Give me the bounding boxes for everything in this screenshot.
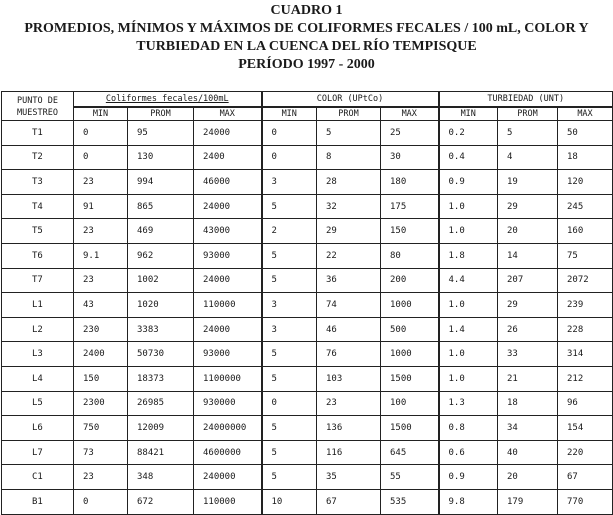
value-cell: 136 <box>317 416 381 441</box>
value-cell: 120 <box>558 170 613 195</box>
caption-line-2: TURBIEDAD EN LA CUENCA DEL RÍO TEMPISQUE <box>136 39 477 54</box>
value-cell: 19 <box>498 170 558 195</box>
value-cell: 3 <box>262 170 317 195</box>
sub-min: MIN <box>262 107 317 121</box>
value-cell: 18373 <box>128 366 194 391</box>
value-cell: 23 <box>317 391 381 416</box>
value-cell: 212 <box>558 366 613 391</box>
value-cell: 23 <box>74 465 128 490</box>
station-cell: L5 <box>2 391 74 416</box>
value-cell: 130 <box>128 145 194 170</box>
value-cell: 1000 <box>381 293 439 318</box>
station-cell: T7 <box>2 268 74 293</box>
value-cell: 160 <box>558 219 613 244</box>
value-cell: 91 <box>74 194 128 219</box>
value-cell: 75 <box>558 243 613 268</box>
value-cell: 14 <box>498 243 558 268</box>
table-row <box>2 293 613 318</box>
value-cell: 672 <box>128 489 194 514</box>
value-cell: 1.4 <box>439 317 498 342</box>
value-cell: 0.2 <box>439 121 498 146</box>
value-cell: 239 <box>558 293 613 318</box>
value-cell: 5 <box>262 194 317 219</box>
sub-min: MIN <box>439 107 498 121</box>
value-cell: 46000 <box>194 170 262 195</box>
value-cell: 5 <box>262 465 317 490</box>
value-cell: 24000000 <box>194 416 262 441</box>
value-cell: 535 <box>381 489 439 514</box>
value-cell: 0.4 <box>439 145 498 170</box>
value-cell: 20 <box>498 465 558 490</box>
value-cell: 18 <box>558 145 613 170</box>
value-cell: 207 <box>498 268 558 293</box>
value-cell: 5 <box>317 121 381 146</box>
station-cell: T3 <box>2 170 74 195</box>
table-row <box>2 243 613 268</box>
value-cell: 1.0 <box>439 293 498 318</box>
value-cell: 469 <box>128 219 194 244</box>
value-cell: 0 <box>74 121 128 146</box>
value-cell: 8 <box>317 145 381 170</box>
value-cell: 150 <box>74 366 128 391</box>
value-cell: 0 <box>262 391 317 416</box>
value-cell: 865 <box>128 194 194 219</box>
value-cell: 1.0 <box>439 342 498 367</box>
value-cell: 930000 <box>194 391 262 416</box>
value-cell: 0 <box>262 145 317 170</box>
value-cell: 1002 <box>128 268 194 293</box>
station-cell: L6 <box>2 416 74 441</box>
station-cell: T5 <box>2 219 74 244</box>
value-cell: 26 <box>498 317 558 342</box>
value-cell: 180 <box>381 170 439 195</box>
table-row <box>2 145 613 170</box>
value-cell: 43 <box>74 293 128 318</box>
value-cell: 34 <box>498 416 558 441</box>
sub-max: MAX <box>558 107 613 121</box>
table-row <box>2 170 613 195</box>
table-row <box>2 465 613 490</box>
value-cell: 12009 <box>128 416 194 441</box>
value-cell: 2 <box>262 219 317 244</box>
value-cell: 95 <box>128 121 194 146</box>
value-cell: 9.1 <box>74 243 128 268</box>
table-row <box>2 391 613 416</box>
value-cell: 28 <box>317 170 381 195</box>
value-cell: 23 <box>74 170 128 195</box>
value-cell: 5 <box>262 268 317 293</box>
value-cell: 35 <box>317 465 381 490</box>
value-cell: 24000 <box>194 268 262 293</box>
value-cell: 240000 <box>194 465 262 490</box>
header-punto-muestreo: PUNTO DE MUESTREO <box>2 92 74 121</box>
value-cell: 93000 <box>194 243 262 268</box>
value-cell: 50730 <box>128 342 194 367</box>
value-cell: 46 <box>317 317 381 342</box>
value-cell: 96 <box>558 391 613 416</box>
value-cell: 750 <box>74 416 128 441</box>
value-cell: 645 <box>381 440 439 465</box>
table-row <box>2 416 613 441</box>
table-row <box>2 219 613 244</box>
sub-prom: PROM <box>317 107 381 121</box>
table-row <box>2 194 613 219</box>
data-table <box>1 91 613 515</box>
caption-period: PERÍODO 1997 - 2000 <box>238 57 375 72</box>
value-cell: 50 <box>558 121 613 146</box>
station-cell: T6 <box>2 243 74 268</box>
value-cell: 2072 <box>558 268 613 293</box>
value-cell: 100 <box>381 391 439 416</box>
value-cell: 175 <box>381 194 439 219</box>
value-cell: 10 <box>262 489 317 514</box>
station-cell: T4 <box>2 194 74 219</box>
value-cell: 2400 <box>74 342 128 367</box>
value-cell: 994 <box>128 170 194 195</box>
value-cell: 29 <box>317 219 381 244</box>
value-cell: 4600000 <box>194 440 262 465</box>
value-cell: 33 <box>498 342 558 367</box>
value-cell: 67 <box>317 489 381 514</box>
value-cell: 32 <box>317 194 381 219</box>
value-cell: 962 <box>128 243 194 268</box>
table-row <box>2 489 613 514</box>
value-cell: 1.0 <box>439 366 498 391</box>
value-cell: 55 <box>381 465 439 490</box>
value-cell: 1.3 <box>439 391 498 416</box>
value-cell: 200 <box>381 268 439 293</box>
value-cell: 1500 <box>381 366 439 391</box>
value-cell: 228 <box>558 317 613 342</box>
value-cell: 73 <box>74 440 128 465</box>
value-cell: 24000 <box>194 194 262 219</box>
value-cell: 4.4 <box>439 268 498 293</box>
value-cell: 29 <box>498 194 558 219</box>
value-cell: 22 <box>317 243 381 268</box>
value-cell: 5 <box>498 121 558 146</box>
value-cell: 20 <box>498 219 558 244</box>
table-caption <box>0 2 613 74</box>
value-cell: 245 <box>558 194 613 219</box>
value-cell: 23 <box>74 268 128 293</box>
value-cell: 314 <box>558 342 613 367</box>
table-row <box>2 317 613 342</box>
table-row <box>2 440 613 465</box>
value-cell: 24000 <box>194 317 262 342</box>
value-cell: 40 <box>498 440 558 465</box>
sub-min: MIN <box>74 107 128 121</box>
header-coliformes: Coliformes fecales/100mL <box>74 92 262 108</box>
station-cell: T2 <box>2 145 74 170</box>
value-cell: 0 <box>74 489 128 514</box>
value-cell: 23 <box>74 219 128 244</box>
value-cell: 348 <box>128 465 194 490</box>
value-cell: 1100000 <box>194 366 262 391</box>
value-cell: 74 <box>317 293 381 318</box>
value-cell: 110000 <box>194 293 262 318</box>
value-cell: 116 <box>317 440 381 465</box>
value-cell: 5 <box>262 342 317 367</box>
value-cell: 24000 <box>194 121 262 146</box>
value-cell: 110000 <box>194 489 262 514</box>
station-cell: L1 <box>2 293 74 318</box>
sub-prom: PROM <box>128 107 194 121</box>
value-cell: 1020 <box>128 293 194 318</box>
station-cell: L4 <box>2 366 74 391</box>
value-cell: 43000 <box>194 219 262 244</box>
value-cell: 0 <box>262 121 317 146</box>
sub-max: MAX <box>194 107 262 121</box>
value-cell: 93000 <box>194 342 262 367</box>
table-row <box>2 342 613 367</box>
station-cell: B1 <box>2 489 74 514</box>
station-cell: L2 <box>2 317 74 342</box>
sub-max: MAX <box>381 107 439 121</box>
table-row <box>2 121 613 146</box>
value-cell: 0.8 <box>439 416 498 441</box>
value-cell: 0.6 <box>439 440 498 465</box>
value-cell: 0.9 <box>439 170 498 195</box>
value-cell: 5 <box>262 243 317 268</box>
value-cell: 18 <box>498 391 558 416</box>
value-cell: 29 <box>498 293 558 318</box>
value-cell: 1.0 <box>439 194 498 219</box>
value-cell: 3 <box>262 293 317 318</box>
value-cell: 5 <box>262 440 317 465</box>
value-cell: 26985 <box>128 391 194 416</box>
value-cell: 30 <box>381 145 439 170</box>
value-cell: 179 <box>498 489 558 514</box>
value-cell: 103 <box>317 366 381 391</box>
sub-prom: PROM <box>498 107 558 121</box>
header-color: COLOR (UPtCo) <box>262 92 439 108</box>
value-cell: 154 <box>558 416 613 441</box>
value-cell: 80 <box>381 243 439 268</box>
value-cell: 1.0 <box>439 219 498 244</box>
value-cell: 67 <box>558 465 613 490</box>
value-cell: 5 <box>262 366 317 391</box>
value-cell: 1500 <box>381 416 439 441</box>
value-cell: 3383 <box>128 317 194 342</box>
table-row <box>2 366 613 391</box>
station-cell: L3 <box>2 342 74 367</box>
value-cell: 3 <box>262 317 317 342</box>
value-cell: 230 <box>74 317 128 342</box>
value-cell: 76 <box>317 342 381 367</box>
header-turbiedad: TURBIEDAD (UNT) <box>439 92 613 108</box>
value-cell: 0 <box>74 145 128 170</box>
value-cell: 0.9 <box>439 465 498 490</box>
value-cell: 2400 <box>194 145 262 170</box>
value-cell: 150 <box>381 219 439 244</box>
caption-number: CUADRO 1 <box>270 3 343 18</box>
station-cell: L7 <box>2 440 74 465</box>
value-cell: 25 <box>381 121 439 146</box>
value-cell: 21 <box>498 366 558 391</box>
value-cell: 88421 <box>128 440 194 465</box>
value-cell: 1.8 <box>439 243 498 268</box>
value-cell: 770 <box>558 489 613 514</box>
value-cell: 500 <box>381 317 439 342</box>
caption-line-1: PROMEDIOS, MÍNIMOS Y MÁXIMOS DE COLIFORMES FECALES / 100 mL, COLOR Y <box>24 21 589 36</box>
value-cell: 220 <box>558 440 613 465</box>
value-cell: 4 <box>498 145 558 170</box>
station-cell: T1 <box>2 121 74 146</box>
table-row <box>2 268 613 293</box>
value-cell: 36 <box>317 268 381 293</box>
station-cell: C1 <box>2 465 74 490</box>
value-cell: 5 <box>262 416 317 441</box>
value-cell: 2300 <box>74 391 128 416</box>
value-cell: 9.8 <box>439 489 498 514</box>
value-cell: 1000 <box>381 342 439 367</box>
